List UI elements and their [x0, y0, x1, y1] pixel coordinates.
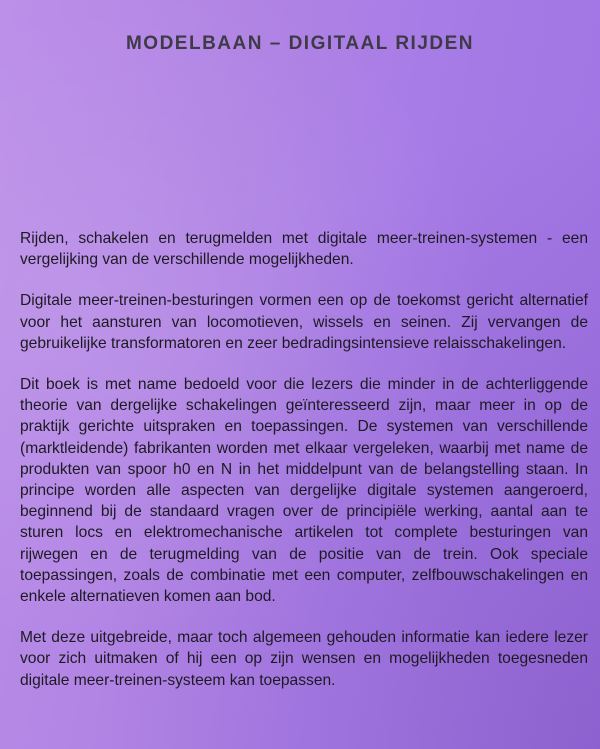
- blurb-paragraph-4: Met deze uitgebreide, maar toch algemeen gehouden informatie kan iedere lezer voor zich uitmaken of hij een op zijn wensen en mogelijkheden toegesneden digitale meer-treinen-systeem kan toepassen.: [20, 629, 588, 689]
- book-title: MODELBAAN – DIGITAAL RIJDEN: [125, 33, 475, 54]
- blurb-paragraph-2: Digitale meer-treinen-besturingen vormen een op de toekomst gericht alternatief voor het aansturen van locomotieven, wissels en seinen. Zij vervangen de gebruikelijke transformatoren en zeer bedradingsintensieve relaisschakelingen.: [20, 292, 588, 352]
- blurb-paragraph-1: Rijden, schakelen en terugmelden met digitale meer-treinen-systemen - een vergelijking van de verschillende mogelijkheden.: [20, 230, 588, 269]
- blurb-paragraph-3: Dit boek is met name bedoeld voor die lezers die minder in de achterliggende theorie van dergelijke schakelingen geïnteresseerd zijn, maar meer in op de praktijk gerichte uitspraken en toepassingen. De systemen van verschillende (marktleidende) fabrikanten worden met elkaar vergeleken, waarbij met name de produkten van spoor h0 en N in het middelpunt van de belangstelling staan. In principe worden alle aspecten van dergelijke digitale systemen aangeroerd, beginnend bij de standaard vragen over de principiële werking, aantal aan te sturen locs en elektromechanische artikelen tot complete besturingen van rijwegen en de terugmelding van de positie van de trein. Ook speciale toepassingen, zoals de combinatie met een computer, zelfbouwschakelingen en enkele alternatieven komen aan bod.: [20, 376, 588, 606]
- blurb-text: [20, 228, 588, 711]
